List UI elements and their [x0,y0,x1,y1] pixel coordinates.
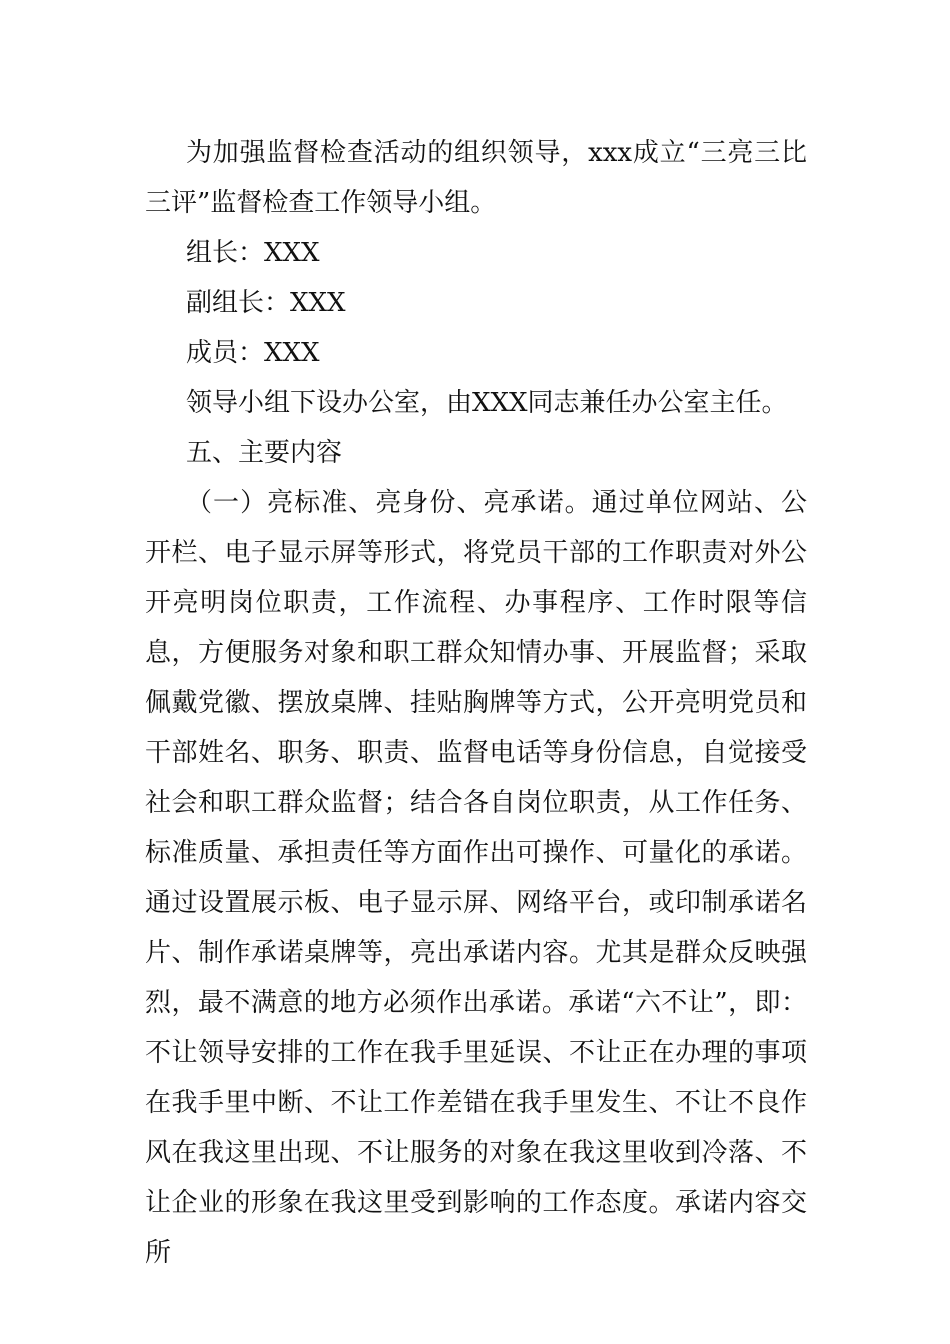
document-body [145,128,807,1278]
section-heading: 五、主要内容 [186,438,343,468]
intro-paragraph: 为加强监督检查活动的组织领导，xxx成立“三亮三比三评”监督检查工作领导小组。 [145,138,807,218]
office-line: 领导小组下设办公室，由XXX同志兼任办公室主任。 [186,388,788,418]
leader-line: 组长：XXX [186,238,320,268]
deputy-leader-line: 副组长：XXX [186,288,346,318]
members-line: 成员：XXX [186,338,320,368]
body-paragraph: （一）亮标准、亮身份、亮承诺。通过单位网站、公开栏、电子显示屏等形式，将党员干部的工作职责对外公开亮明岗位职责，工作流程、办事程序、工作时限等信息，方便服务对象和职工群众知情办事、开展监督；采取佩戴党徽、摆放桌牌、挂贴胸牌等方式，公开亮明党员和干部姓名、职务、职责、监督电话等身份信息，自觉接受社会和职工群众监督；结合各自岗位职责，从工作任务、标准质量、承担责任等方面作出可操作、可量化的承诺。通过设置展示板、电子显示屏、网络平台，或印制承诺名片、制作承诺桌牌等，亮出承诺内容。尤其是群众反映强烈，最不满意的地方必须作出承诺。承诺“六不让”，即：不让领导安排的工作在我手里延误、不让正在办理的事项在我手里中断、不让工作差错在我手里发生、不让不良作风在我这里出现、不让服务的对象在我这里收到冷落、不让企业的形象在我这里受到影响的工作态度。承诺内容交所 [145,488,807,1268]
